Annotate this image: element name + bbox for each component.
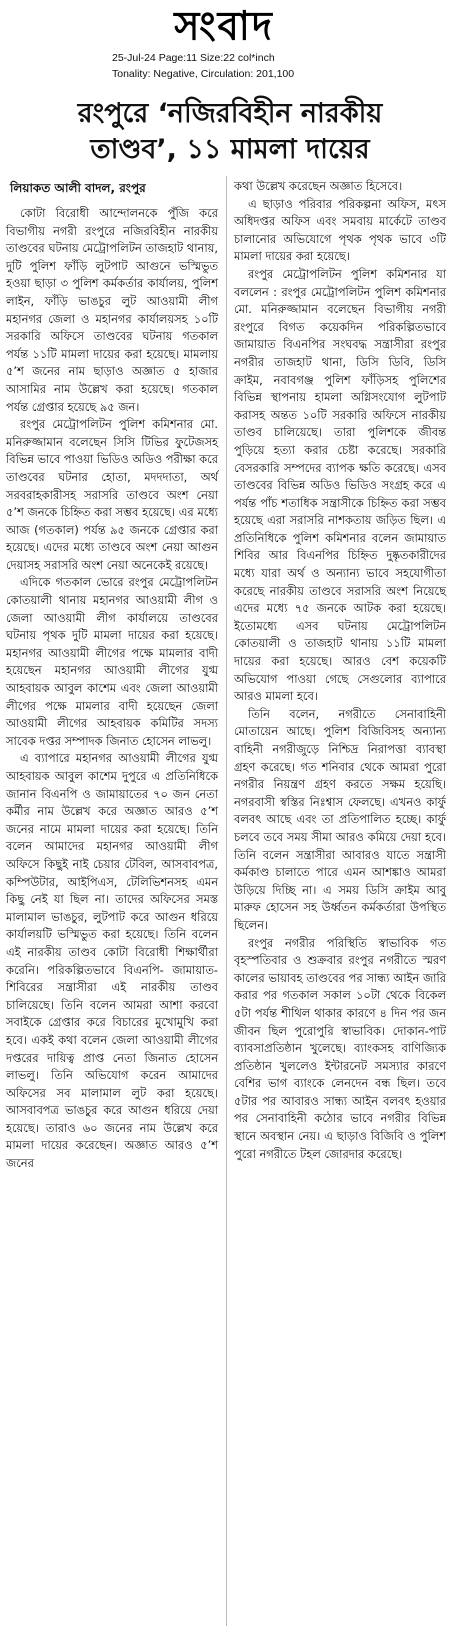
article-headline	[20, 96, 440, 168]
column-divider	[226, 176, 227, 1626]
article-byline: লিয়াকত আলী বাদল, রংপুর	[10, 181, 146, 195]
masthead	[0, 0, 453, 96]
article-column-left	[6, 205, 218, 1173]
paragraph: কোটা বিরোধী আন্দোলনকে পুঁজি করে বিভাগীয় নগরী রংপুরে নজিরবিহীন নারকীয় তাণ্ডবের ঘটনায় মেট্রোপলিটন তাজহাট থানায়, দুটি পুলিশ ফাঁড়ি লুটপাট আগুনে ভস্মিভুত হওয়া ছাড়া ৩ পুলিশ কর্মকর্তার কার্যালয়, পুলিশ লাইন, ফাঁড়ি ভাঙচুর লুট আওয়ামী লীগ মহানগর জেলা ও মহানগর কার্যালয়সহ ১০টি সরকারি অফিসে তাণ্ডবের ঘটনায় গতকাল পর্যন্ত ১১টি মামলা দায়ের করা হয়েছে। মামলায় ৫’শ জনের নাম ছাড়াও অজ্ঞাত ৫ হাজার আসামির নাম উল্লেখ করা হয়েছে। গতকাল পর্যন্ত গ্রেপ্তার হয়েছে ৯৫ জন।	[6, 206, 218, 414]
clipping-meta-line1: 25-Jul-24 Page:11 Size:22 col*inch	[112, 52, 275, 64]
paragraph: এ ছাড়াও পরিবার পরিকল্পনা অফিস, মৎস অধিদপ্তর অফিস এবং সমবায় মার্কেটে তাণ্ডব চালানোর অভিযোগে পৃথক পৃথক ভাবে ৩টি মামলা দায়ের করা হয়েছে।	[234, 196, 446, 264]
paragraph: রংপুর মেট্রোপলিটন পুলিশ কমিশনার যা বললেন : রংপুর মেট্রোপলিটন পুলিশ কমিশনার মো. মনিরুজ্জামান বলেছেন বিভাগীয় নগরী রংপুরে বিগত কয়েকদিন পরিকল্পিতভাবে জামায়াত বিএনপির সংঘবদ্ধ সন্ত্রাসীরা রংপুর নগরীর তাজহাট থানা, ডিসি ডিবি, ডিসি ক্রাইম, নবাবগঞ্জ পুলিশ ফাঁড়িসহ পুলিশের বিভিন্ন স্থাপনায় হামলা অগ্নিসংযোগ লুটপাট করাসহ অন্তত ১০টি সরকারি অফিসে নারকীয় তাণ্ডব চালিয়েছে। তারা পুলিশকে জীবন্ত পুড়িয়ে হত্যা করার চেষ্টা করেছে। সরকারি বেসরকারি সম্পদের ব্যাপক ক্ষতি করেছে। এসব তাণ্ডবের বিভিন্ন অডিও ভিডিও সংগ্রহ করে এ পর্যন্ত পাঁচ শতাধিক সন্ত্রাসীকে চিহ্নিত করা সম্ভব হয়েছে এরা সরাসরি নাশকতায় জড়িত ছিল। এ প্রতিনিধিকে পুলিশ কমিশনার বলেন জামায়াত শিবির আর বিএনপির চিহ্নিত দুষ্কৃতকারীদের মধ্যে যারা অর্থ ও অন্যান্য ভাবে সহযোগীতা করেছে নারকীয় তাণ্ডবে সরাসরি অংশ নিয়েছে এদের মধ্যে ৭৫ জনকে আটক করা হয়েছে। ইতোমধ্যে এসব ঘটনায় মেট্রোপলিটন কোতয়ালী ও তাজহাট থানায় ১১টি মামলা দায়ের করা হয়েছে। আরও বেশ কয়েকটি অভিযোগ পাওয়া গেছে সেগুলোর ব্যাপারে আরও মামলা হবে।	[234, 266, 446, 704]
paragraph: কথা উল্লেখ করেছেন অজ্ঞাত হিসেবে।	[234, 179, 403, 193]
headline-line2: তাণ্ডব’, ১১ মামলা দায়ের	[90, 134, 370, 165]
article-column-right	[234, 178, 446, 1163]
headline-line1: রংপুরে ‘নজিরবিহীন নারকীয়	[77, 98, 383, 129]
clipping-meta-line2: Tonality: Negative, Circulation: 201,100	[112, 68, 295, 80]
paragraph: এদিকে গতকাল ভোরে রংপুর মেট্রোপলিটন কোতয়ালী থানায় মহানগর আওয়ামী লীগ ও জেলা আওয়ামী লীগ কার্যালয়ে তাণ্ডবের ঘটনায় পৃথক দুটি মামলা দায়ের করা হয়েছে। মহানগর আওয়ামী লীগের পক্ষে মামলার বাদী হয়েছেন মহানগর আওয়ামী লীগের যুগ্ম আহবায়ক আবুল কাশেম এবং জেলা আওয়ামী লীগের পক্ষে মামলার বাদী হয়েছেন জেলা আওয়ামী লীগের আহবায়ক কমিটির সদস্য সাবেক দপ্তর সম্পাদক জিনাত হোসেন লাভলু।	[6, 575, 218, 748]
paragraph: তিনি বলেন, নগরীতে সেনাবাহিনী মোতায়েন আছে। পুলিশ বিজিবিসহ অন্যান্য বাহিনী নগরীজুড়ে নিশ্চিদ্র নিরাপত্তা ব্যাবস্থা গ্রহণ করেছে। গত শনিবার থেকে আমরা পুরো নগরীর নিয়ন্ত্রণ গ্রহণ করতে সক্ষম হয়েছি। নগরবাসী স্বস্তির নিঃশ্বাস ফেলছে। এখনও কার্ফু বলবৎ আছে এবং তা প্রতিপালিত হচ্ছে। কার্ফু চলবে তবে সময় সীমা আরও কমিয়ে দেয়া হবে। তিনি বলেন সন্ত্রাসীরা আবারও যাতে সন্ত্রাসী কর্মকাণ্ড চালাতে পারে এমন আশঙ্কাও আমরা উড়িয়ে দিচ্ছি না। এ সময় ডিসি ক্রাইম আবু মারুফ হোসেন সহ উর্ধ্বতন কর্মকর্তারা উপস্থিত ছিলেন।	[234, 706, 446, 932]
paragraph: রংপুর মেট্রোপলিটন পুলিশ কমিশনার মো. মনিরুজ্জামান বলেছেন সিসি টিভির ফুটেজসহ বিভিন্ন ভাবে পাওয়া ভিডিও অডিও পরীক্ষা করে তাণ্ডবের ঘটনার হোতা, মদদদাতা, অর্থ সরবরাহকারীসহ সরাসরি তাণ্ডবে অংশ নেয়া ৫’শ জনকে চিহ্নিত করা সম্ভব হয়েছে। এর মধ্যে আজ (গতকাল) পর্যন্ত ৯৫ জনকে গ্রেপ্তার করা হয়েছে। এদের মধ্যে তাণ্ডবে অংশ নেয়া আগুন দেয়াসহ সরাসরি অংশ নেয়া অনেকেই রয়েছে।	[6, 417, 218, 572]
paragraph: এ ব্যাপারে মহানগর আওয়ামী লীগের যুগ্ম আহবায়ক আবুল কাশেম দুপুরে এ প্রতিনিধিকে জানান বিএনপি ও জামায়াতের ৭০ জন নেতা কর্মীর নাম উল্লেখ করে অজ্ঞাত আরও ৫’শ জনের নামে মামলা দায়ের করা হয়েছে। তিনি বলেন আমাদের মহানগর আওয়ামী লীগ অফিসে কিছুই নাই চেয়ার টেবিল, আসবাবপত্র, কম্পিউটার, আইপিএস, টেলিভিশনসহ এমন কিছু নেই যা ছিল না। তাদের অফিসের সমস্ত মালামাল ভাঙচুর, লুটপাট করে আগুন ধরিয়ে কার্যালয়টি ভস্মিভুত করা হয়েছে। তিনি বলেন এই নারকীয় তাণ্ডব কোটা বিরোধী শিক্ষার্থীরা করেনি। পরিকল্পিতভাবে বিএনপি- জামায়াত-শিবিরের সন্ত্রাসীরা এই নারকীয় তাণ্ডব চালিয়েছে। তিনি বলেন আমরা আশা করবো সবাইকে গ্রেপ্তার করে বিচারের মুখোমুখি করা হবে। একই কথা বলেন জেলা আওয়ামী লীগের দপ্তরের দায়িত্ব প্রাপ্ত নেতা জিনাত হোসেন লাভলু। তিনি অভিযোগ করেন আমাদের অফিসের সব মালামাল লুট করা হয়েছে। আসবাবপত্র ভাঙচুর করে আগুন ধরিয়ে দেয়া হয়েছে। তারাও ৬০ জনের নাম উল্লেখ করে মামলা দায়ের করেছেন। অজ্ঞাত আরও ৫’শ জনের	[6, 751, 218, 1171]
newspaper-logo: সংবাদ	[174, 2, 274, 50]
paragraph: রংপুর নগরীর পরিস্থিতি স্বাভাবিক গত বৃহস্পতিবার ও শুক্রবার রংপুর নগরীতে স্মরণ কালের ভায়াবহ তাণ্ডবের পর সান্ধ্য আইন জারি করার পর গতকাল সকাল ১০টা থেকে বিকেল ৫টা পর্যন্ত শীথিল থাকার কারণে ৪ দিন পর জন জীবন ছিল পুরোপুরি স্বাভাবিক। দোকান-পাট ব্যাবসাপ্রতিষ্ঠান খুলেছে। ব্যাংকসহ বাণিজ্যিক প্রতিষ্ঠান খুললেও ইন্টারনেট সমস্যার কারণে বেশির ভাগ ব্যাংকে লেনদেন বন্ধ ছিল। তবে ৫টার পর আবারও সান্ধ্য আইন বলবৎ হওয়ার পর সেনাবাহিনী কঠোর ভাবে নগরীর বিভিন্ন স্থানে অবস্থান নেয়। এ ছাড়াও বিজিবি ও পুলিশ পুরো নগরীতে টহল জোরদার করেছে।	[234, 935, 446, 1161]
